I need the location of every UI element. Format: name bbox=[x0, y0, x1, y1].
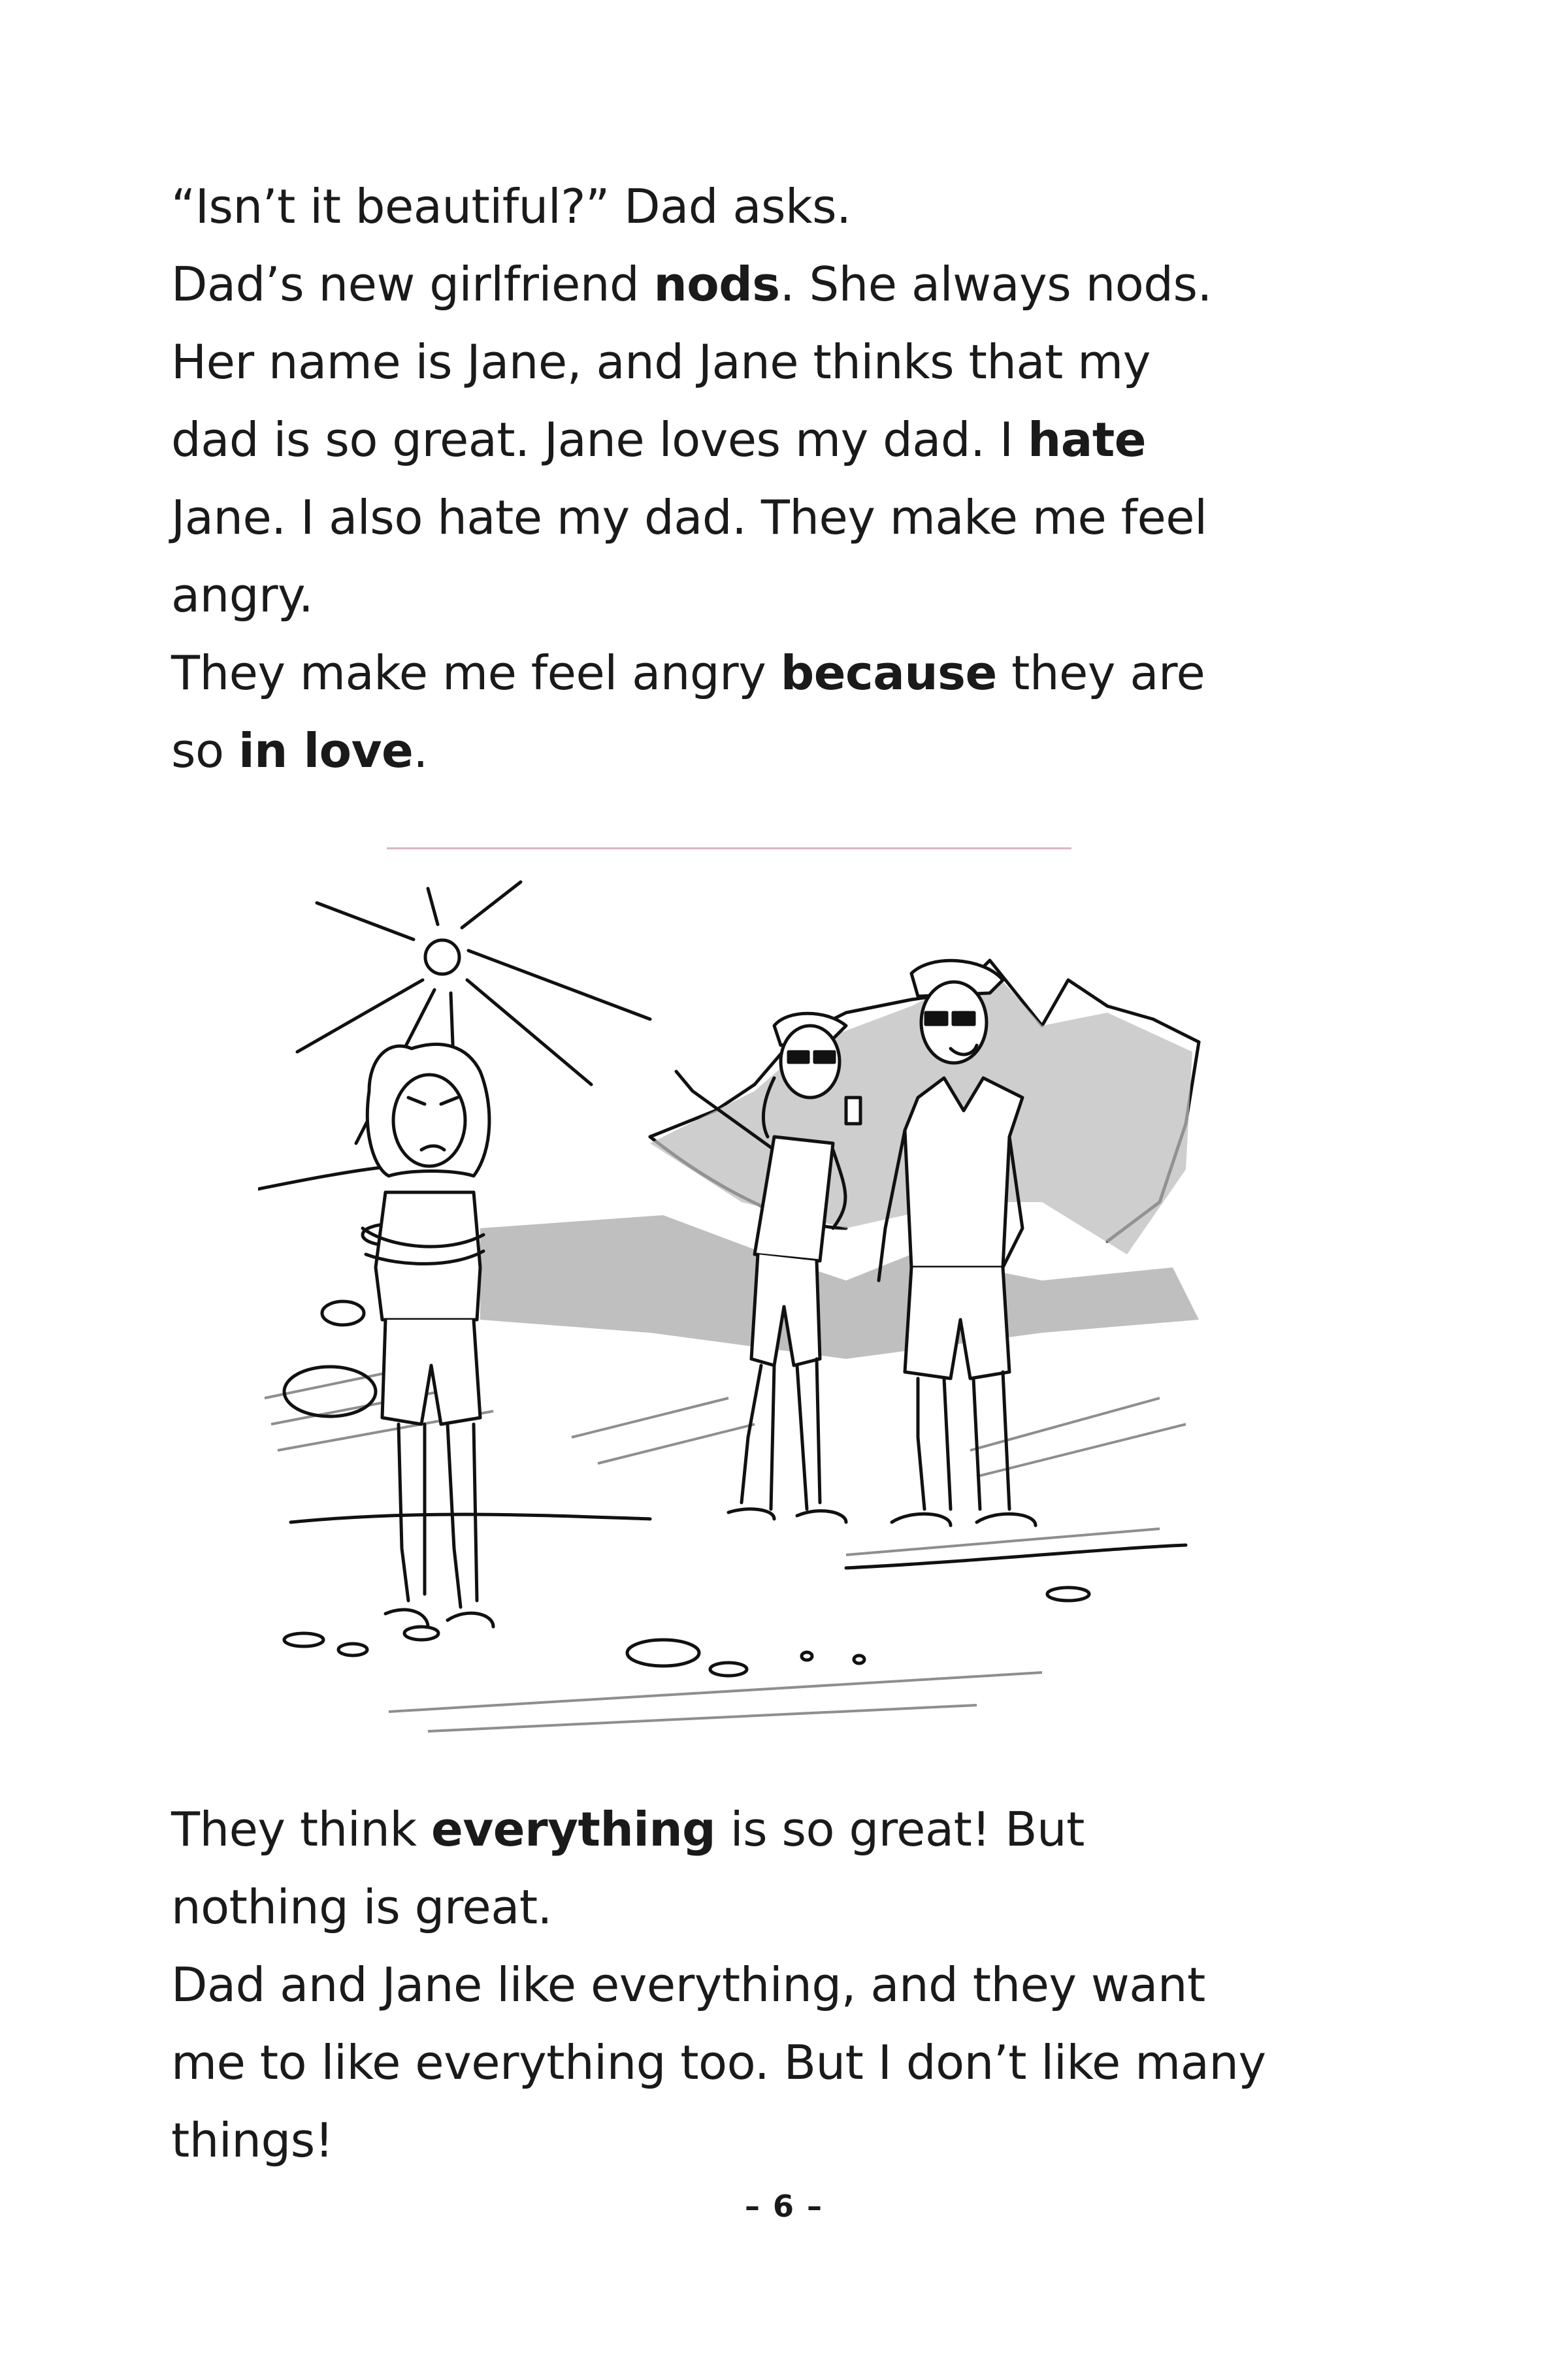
vocab-word: because bbox=[780, 645, 997, 700]
story-line bbox=[171, 557, 1413, 634]
story-line bbox=[171, 1946, 1413, 2024]
text-run: . bbox=[413, 723, 428, 778]
text-run: nothing is great. bbox=[171, 1880, 552, 1934]
text-run: “Isn’t it beautiful?” Dad asks. bbox=[171, 179, 851, 234]
text-run: me to like everything too. But I don’t like many bbox=[171, 2035, 1266, 2090]
text-run: things! bbox=[171, 2113, 334, 2168]
text-run: . She always nods. bbox=[779, 257, 1212, 312]
text-run: Her name is Jane, and Jane thinks that my bbox=[171, 334, 1151, 389]
text-run: Dad’s new girlfriend bbox=[171, 257, 654, 312]
story-text-top bbox=[171, 168, 1413, 790]
text-run: they are bbox=[996, 645, 1205, 700]
text-run: Jane. I also hate my dad. They make me feel bbox=[171, 490, 1207, 545]
vocab-word: in love bbox=[238, 723, 414, 778]
story-text-bottom bbox=[171, 1791, 1413, 2179]
story-illustration bbox=[258, 862, 1212, 1764]
story-line bbox=[171, 246, 1413, 323]
story-line bbox=[171, 479, 1413, 557]
story-line bbox=[171, 2102, 1413, 2179]
text-run: They make me feel angry bbox=[171, 645, 781, 700]
story-line bbox=[171, 712, 1413, 790]
vocab-word: everything bbox=[431, 1802, 716, 1857]
vocab-word: nods bbox=[653, 257, 780, 312]
text-run: dad is so great. Jane loves my dad. I bbox=[171, 412, 1028, 467]
story-line bbox=[171, 168, 1413, 246]
story-line bbox=[171, 401, 1413, 479]
text-run: Dad and Jane like everything, and they want bbox=[171, 1957, 1205, 2012]
text-run: angry. bbox=[171, 568, 314, 623]
text-run: is so great! But bbox=[715, 1802, 1085, 1857]
story-line bbox=[171, 1791, 1413, 1868]
story-line bbox=[171, 323, 1413, 401]
story-line bbox=[171, 634, 1413, 712]
story-line bbox=[171, 1868, 1413, 1946]
page-number: – 6 – bbox=[744, 2189, 824, 2224]
vocab-word: hate bbox=[1028, 412, 1147, 467]
text-run: They think bbox=[171, 1802, 431, 1857]
text-run: so bbox=[171, 723, 238, 778]
story-line bbox=[171, 2024, 1413, 2102]
girl-figure bbox=[363, 1044, 493, 1627]
divider-line bbox=[387, 847, 1071, 849]
